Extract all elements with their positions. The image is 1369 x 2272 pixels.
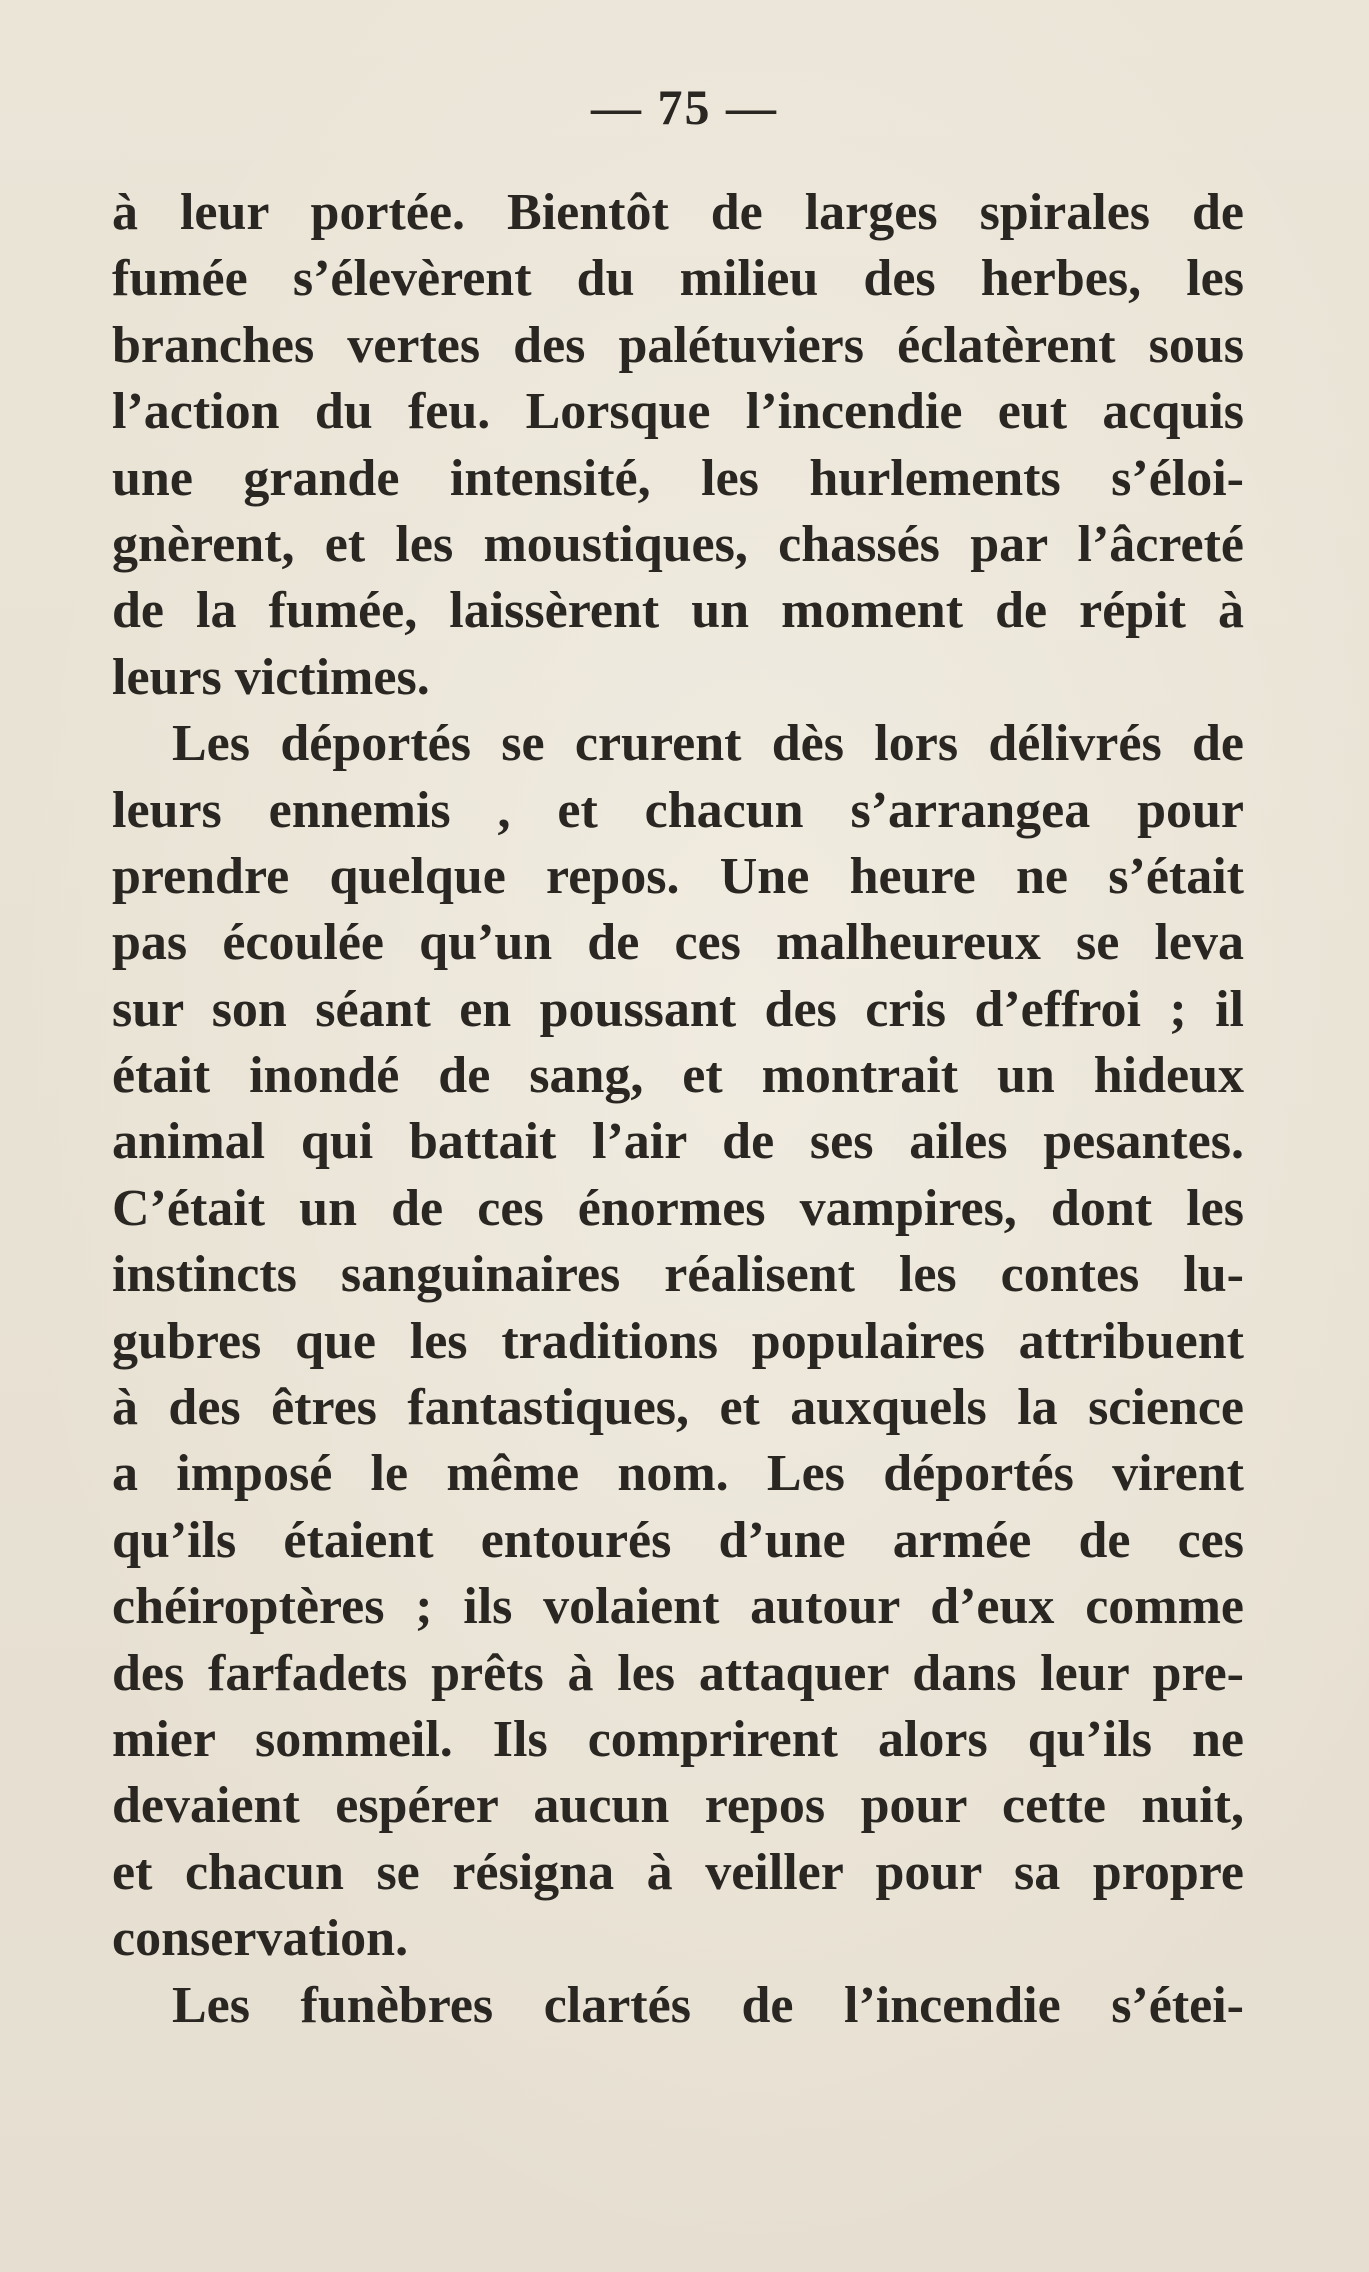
text-line: mier sommeil. Ils comprirent alors qu’ils ne: [112, 1710, 1244, 1768]
text-line: devaient espérer aucun repos pour cette nuit,: [112, 1777, 1244, 1835]
text-line: une grande intensité, les hurlements s’éloi-: [112, 449, 1244, 507]
text-line-paragraph-start: Les funèbres clartés de l’incendie s’étei-: [172, 1976, 1244, 2034]
text-line: des farfadets prêts à les attaquer dans leur pre-: [112, 1644, 1244, 1702]
text-line: qu’ils étaient entourés d’une armée de ces: [112, 1511, 1244, 1569]
text-line: à leur portée. Bientôt de larges spirales de: [112, 184, 1244, 241]
text-line: l’action du feu. Lorsque l’incendie eut acquis: [112, 383, 1244, 441]
text-line: à des êtres fantastiques, et auxquels la science: [112, 1379, 1244, 1437]
text-line: était inondé de sang, et montrait un hideux: [112, 1047, 1244, 1105]
text-line: gubres que les traditions populaires attribuent: [112, 1312, 1244, 1370]
text-line: chéiroptères ; ils volaient autour d’eux comme: [112, 1578, 1244, 1636]
text-line: de la fumée, laissèrent un moment de répit à: [112, 582, 1244, 640]
text-line: leurs ennemis , et chacun s’arrangea pour: [112, 781, 1244, 839]
text-line: fumée s’élevèrent du milieu des herbes, les: [112, 250, 1244, 308]
text-line: gnèrent, et les moustiques, chassés par l’âcreté: [112, 515, 1244, 573]
text-line: leurs victimes.: [112, 648, 430, 706]
text-line: pas écoulée qu’un de ces malheureux se leva: [112, 914, 1244, 972]
text-line: animal qui battait l’air de ses ailes pesantes.: [112, 1113, 1244, 1171]
text-line-paragraph-start: Les déportés se crurent dès lors délivrés de: [172, 715, 1244, 773]
body-text: [112, 180, 1244, 2039]
text-line: C’était un de ces énormes vampires, dont les: [112, 1179, 1244, 1237]
text-line: a imposé le même nom. Les déportés virent: [112, 1445, 1244, 1503]
text-line: sur son séant en poussant des cris d’effroi ; il: [112, 980, 1244, 1038]
text-line: et chacun se résigna à veiller pour sa propre: [112, 1843, 1244, 1901]
page-number: — 75 —: [591, 79, 778, 135]
text-line: prendre quelque repos. Une heure ne s’était: [112, 847, 1244, 905]
text-line: instincts sanguinaires réalisent les contes lu-: [112, 1246, 1244, 1304]
text-line: branches vertes des palétuviers éclatèrent sous: [112, 316, 1244, 374]
text-line: conservation.: [112, 1910, 409, 1968]
